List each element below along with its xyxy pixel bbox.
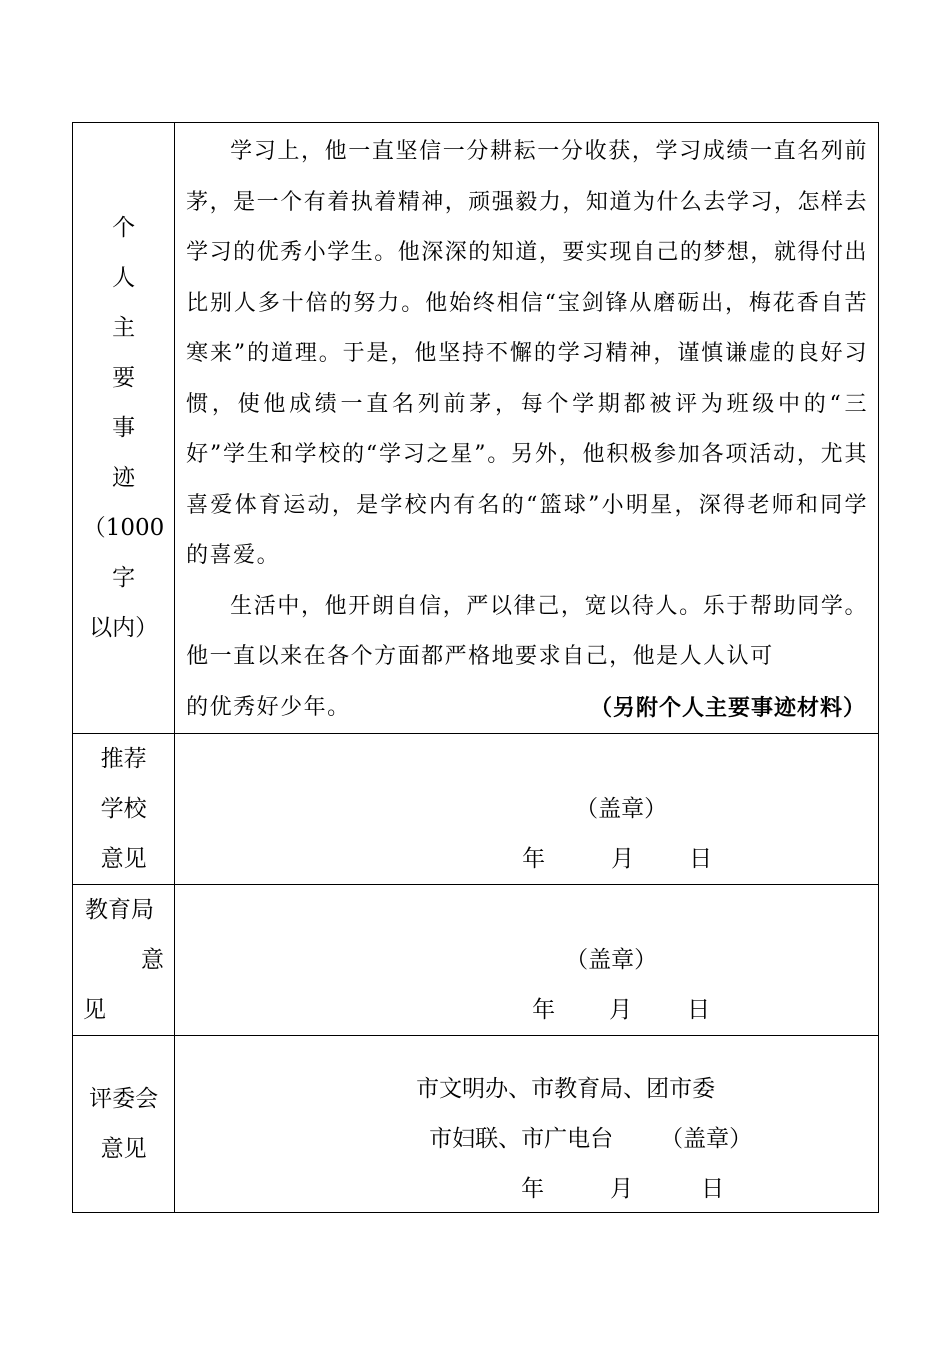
committee-date-day: 日 (701, 1176, 725, 1202)
attachment-note: （另附个人主要事迹材料） (589, 694, 866, 721)
school-label-line: 学校 (100, 796, 147, 822)
edu-label-line: 教育局 (85, 897, 154, 923)
deeds-paragraph-life: 生活中，他开朗自信，严以律己，宽以待人。乐于帮助同学。他一直以来在各个方面都严格地要求自己，他是人人认可 (186, 593, 868, 669)
deeds-label (73, 123, 175, 734)
edu-label-line: 意 (141, 947, 164, 973)
award-form-table (72, 122, 879, 1213)
school-date-month: 月 (611, 846, 635, 872)
school-opinion-row (73, 734, 879, 885)
deeds-label-char: 主 (112, 315, 136, 341)
education-bureau-label-cell (73, 885, 175, 1036)
committee-stamp: （盖章） (660, 1126, 753, 1152)
school-stamp: （盖章） (575, 796, 668, 822)
education-bureau-label (73, 885, 174, 1035)
deeds-closing-text: 的优秀好少年。 (186, 694, 351, 720)
deeds-label-char: 字 (112, 565, 136, 591)
deeds-row (73, 123, 879, 734)
education-bureau-row (73, 885, 879, 1036)
school-date-day: 日 (689, 846, 713, 872)
deeds-label-char: 人 (112, 265, 136, 291)
committee-row (73, 1036, 879, 1213)
committee-orgs-line2: 市妇联、市广电台 (429, 1126, 614, 1152)
school-label-line: 推荐 (100, 746, 147, 772)
education-bureau-opinion-cell[interactable] (175, 885, 879, 1036)
deeds-label-char: （1000 (82, 515, 165, 541)
deeds-label-char: 以内） (89, 615, 159, 641)
edu-date-year: 年 (532, 997, 556, 1023)
deeds-label-char: 事 (112, 415, 136, 441)
edu-label-line: 见 (83, 997, 106, 1023)
school-date-year: 年 (522, 846, 546, 872)
deeds-content (175, 123, 879, 734)
edu-date-month: 月 (609, 997, 633, 1023)
committee-orgs-line1: 市文明办、市教育局、团市委 (416, 1076, 716, 1102)
education-bureau-stamp: （盖章） (565, 947, 658, 973)
deeds-last-line (186, 683, 868, 734)
deeds-label-char: 要 (112, 365, 136, 391)
school-opinion-label (73, 734, 175, 885)
committee-label-line: 意见 (100, 1136, 147, 1162)
committee-date-year: 年 (521, 1176, 545, 1202)
committee-date-month: 月 (610, 1176, 634, 1202)
edu-date-day: 日 (687, 997, 711, 1023)
school-label-line: 意见 (100, 846, 147, 872)
committee-label (73, 1036, 175, 1213)
deeds-paragraph-study: 学习上，他一直坚信一分耕耘一分收获，学习成绩一直名列前茅，是一个有着执着精神，顽强毅力，知道为什么去学习，怎样去学习的优秀小学生。他深深的知道，要实现自己的梦想，就得付出比别人多十倍的努力。他始终相信“宝剑锋从磨砺出，梅花香自苦寒来”的道理。于是，他坚持不懈的学习精神，谨慎谦虚的良好习惯，使他成绩一直名列前茅，每个学期都被评为班级中的“三好”学生和学校的“学习之星”。另外，他积极参加各项活动，尤其喜爱体育运动，是学校内有名的“篮球”小明星，深得老师和同学的喜爱。 (186, 139, 868, 568)
deeds-label-char: 迹 (112, 465, 136, 491)
committee-label-line: 评委会 (89, 1086, 159, 1112)
school-opinion-cell[interactable] (175, 734, 879, 885)
deeds-label-char: 个 (112, 215, 136, 241)
committee-opinion-cell[interactable] (175, 1036, 879, 1213)
